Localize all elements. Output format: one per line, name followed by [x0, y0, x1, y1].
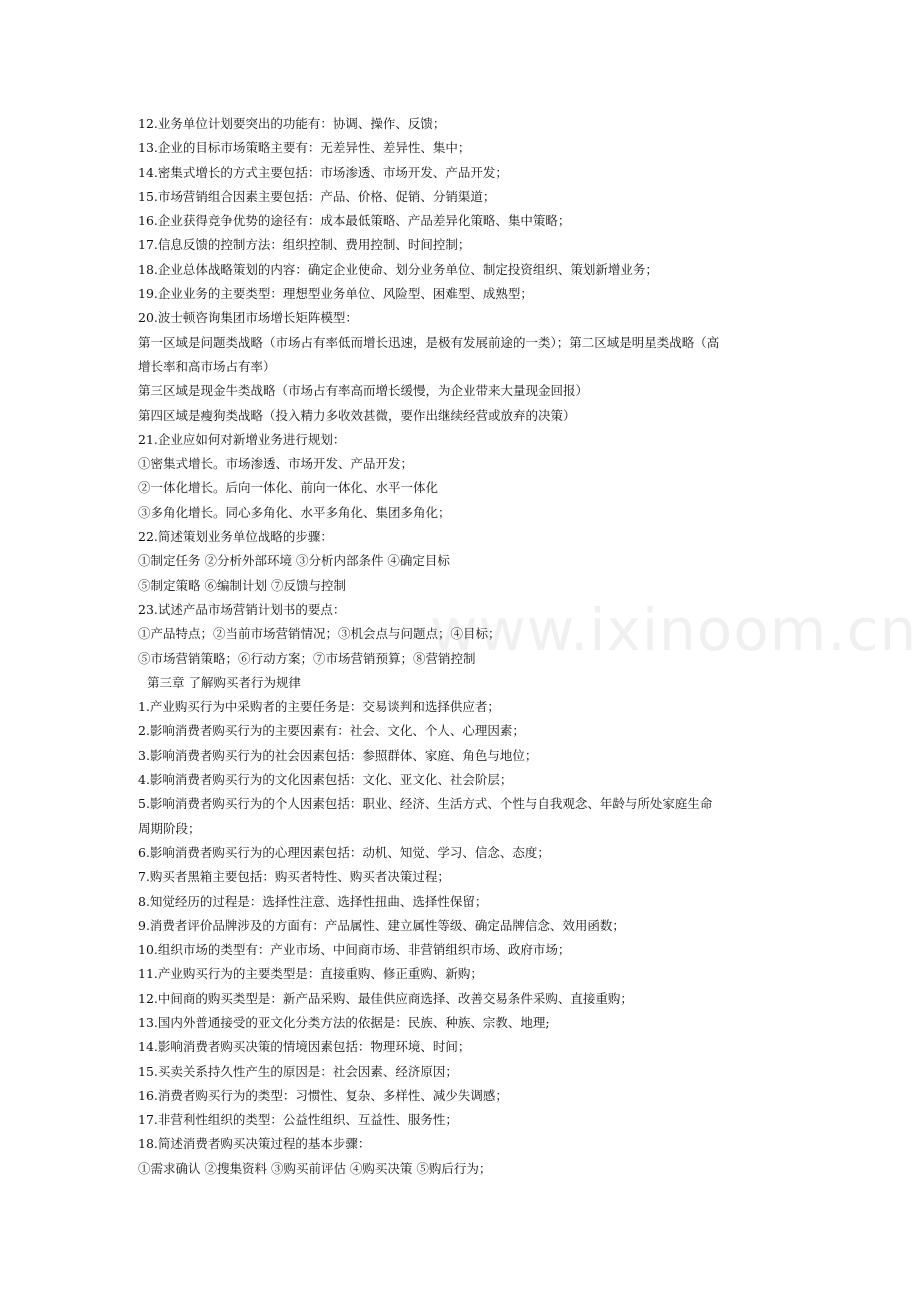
text-line: 14.密集式增长的方式主要包括：市场渗透、市场开发、产品开发；: [138, 164, 508, 180]
text-line: ②一体化增长。后向一体化、前向一体化、水平一体化: [138, 480, 439, 496]
text-line: 19.企业业务的主要类型：理想型业务单位、风险型、困难型、成熟型；: [138, 286, 533, 302]
text-line: 22.简述策划业务单位战略的步骤：: [138, 529, 333, 545]
text-line: 21.企业应如何对新增业务进行规划：: [138, 431, 346, 447]
text-line: 12.业务单位计划要突出的功能有：协调、操作、反馈；: [138, 116, 446, 131]
text-line: 14.影响消费者购买决策的情境因素包括：物理环境、时间；: [138, 1039, 471, 1055]
text-line: 15.买卖关系持久性产生的原因是：社会因素、经济原因；: [138, 1063, 458, 1079]
text-line: 4.影响消费者购买行为的文化因素包括：文化、亚文化、社会阶层；: [138, 772, 513, 788]
text-line: 5.影响消费者购买行为的个人因素包括：职业、经济、生活方式、个性与自我观念、年龄与所处家庭生命: [138, 796, 713, 812]
text-line: 9.消费者评价品牌涉及的方面有：产品属性、建立属性等级、确定品牌信念、效用函数；: [138, 917, 625, 933]
text-line: 16.企业获得竞争优势的途径有：成本最低策略、产品差异化策略、集中策略；: [138, 213, 571, 229]
text-line: 16.消费者购买行为的类型：习惯性、复杂、多样性、减少失调感；: [138, 1087, 508, 1103]
text-line: 13.国内外普通接受的亚文化分类方法的依据是：民族、种族、宗教、地理;: [138, 1014, 550, 1030]
text-line: 15.市场营销组合因素主要包括：产品、价格、促销、分销渠道；: [138, 188, 496, 204]
text-line: 12.中间商的购买类型是：新产品采购、最佳供应商选择、改善交易条件采购、直接重购；: [138, 990, 633, 1006]
text-line: 13.企业的目标市场策略主要有：无差异性、差异性、集中；: [138, 140, 471, 156]
text-line: ③多角化增长。同心多角化、水平多角化、集团多角化；: [138, 504, 451, 520]
text-line: ①产品特点；②当前市场营销情况；③机会点与问题点；④目标；: [138, 626, 501, 642]
text-line: 10.组织市场的类型有：产业市场、中间商市场、非营销组织市场、政府市场；: [138, 942, 571, 958]
text-line: 7.购买者黑箱主要包括：购买者特性、购买者决策过程；: [138, 869, 450, 885]
document-body: [138, 112, 788, 1181]
text-line: 18.简述消费者购买决策过程的基本步骤：: [138, 1136, 371, 1152]
text-line: 8.知觉经历的过程是：选择性注意、选择性扭曲、选择性保留；: [138, 893, 488, 909]
text-line: ⑤制定策略 ⑥编制计划 ⑦反馈与控制: [138, 577, 346, 593]
text-line: 11.产业购买行为的主要类型是：直接重购、修正重购、新购；: [138, 966, 483, 982]
text-line: 1.产业购买行为中采购者的主要任务是：交易谈判和选择供应者；: [138, 699, 500, 715]
text-line: 23.试述产品市场营销计划书的要点：: [138, 601, 346, 617]
text-line: ①密集式增长。市场渗透、市场开发、产品开发；: [138, 456, 414, 472]
chapter-heading: 第三章 了解购买者行为规律: [147, 674, 301, 690]
watermark: www.ixinoom.cn: [430, 596, 918, 664]
text-line: 17.非营利性组织的类型：公益性组织、互益性、服务性；: [138, 1112, 458, 1128]
text-line: 第三区域是现金牛类战略（市场占有率高而增长缓慢，为企业带来大量现金回报）: [138, 383, 589, 399]
text-line: 20.波士顿咨询集团市场增长矩阵模型：: [138, 310, 358, 326]
text-line: ⑤市场营销策略；⑥行动方案；⑦市场营销预算；⑧营销控制: [138, 650, 476, 666]
text-line: 2.影响消费者购买行为的主要因素有：社会、文化、个人、心理因素；: [138, 723, 525, 739]
text-line: 增长率和高市场占有率）: [138, 358, 276, 374]
text-line: 17.信息反馈的控制方法：组织控制、费用控制、时间控制；: [138, 237, 471, 253]
text-line: 周期阶段；: [138, 820, 201, 836]
text-line: ①需求确认 ②搜集资料 ③购买前评估 ④购买决策 ⑤购后行为；: [138, 1160, 492, 1176]
text-line: 第四区域是瘦狗类战略（投入精力多收效甚微，要作出继续经营或放弃的决策）: [138, 407, 576, 423]
text-line: ①制定任务 ②分析外部环境 ③分析内部条件 ④确定目标: [138, 553, 450, 569]
text-line: 第一区域是问题类战略（市场占有率低而增长迅速，是极有发展前途的一类）；第二区域是明星类战略（高: [138, 334, 720, 350]
text-line: 6.影响消费者购买行为的心理因素包括：动机、知觉、学习、信念、态度；: [138, 844, 550, 860]
text-line: 3.影响消费者购买行为的社会因素包括：参照群体、家庭、角色与地位；: [138, 747, 538, 763]
text-line: 18.企业总体战略策划的内容：确定企业使命、划分业务单位、制定投资组织、策划新增业务；: [138, 261, 658, 277]
